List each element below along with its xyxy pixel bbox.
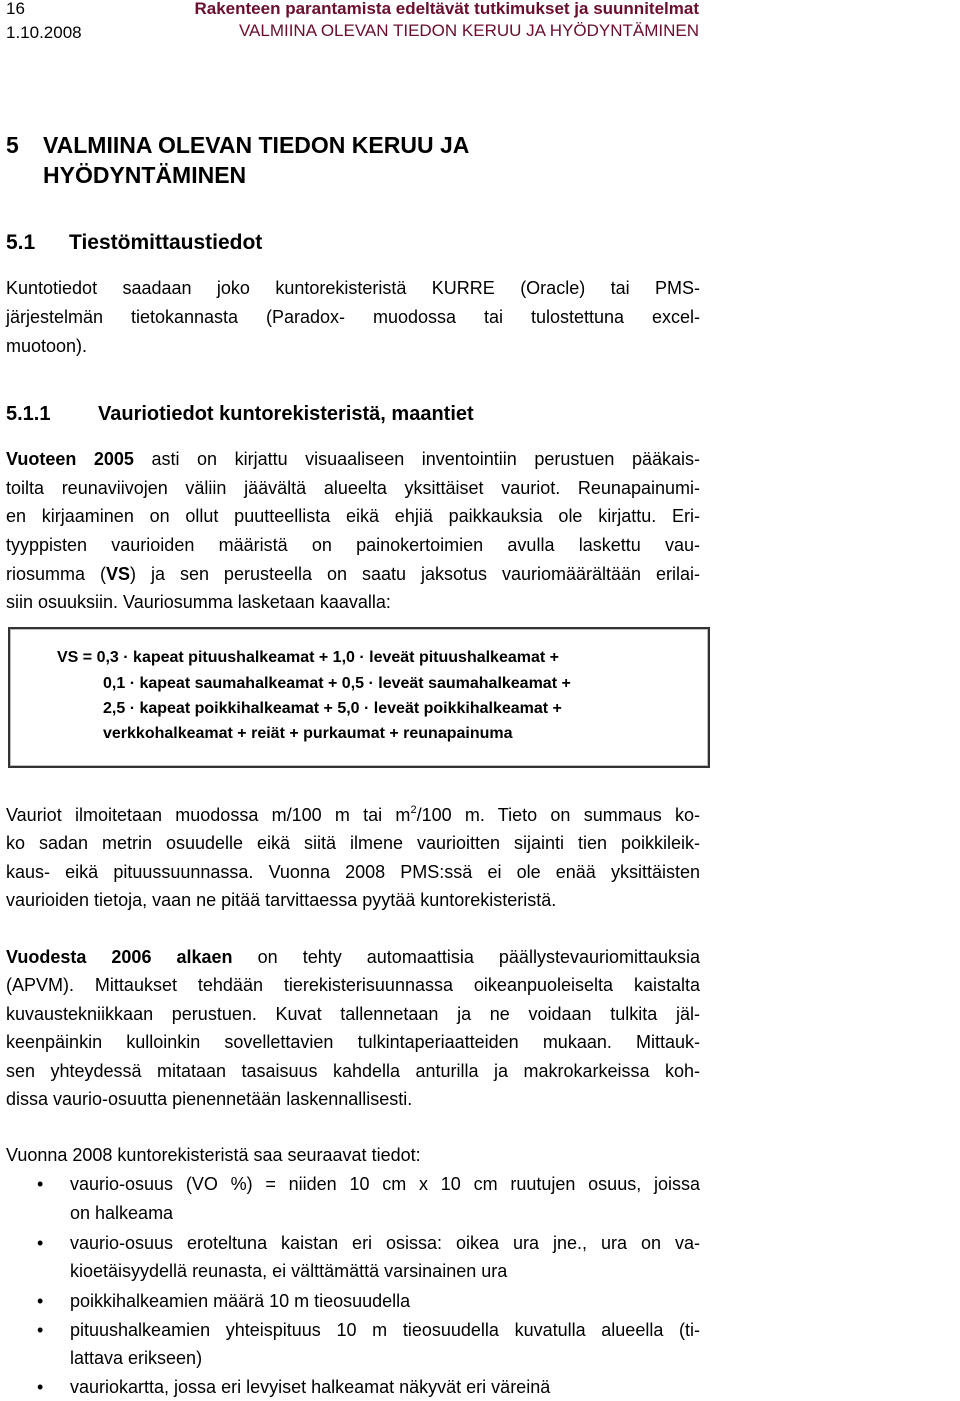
subsection-heading: [6, 229, 262, 257]
text-run: Vauriot ilmoitetaan muodossa m/100 m tai m: [6, 805, 411, 825]
bold-phrase: Vuodesta 2006 alkaen: [6, 947, 233, 967]
formula-box: [8, 627, 710, 768]
header-title: Rakenteen parantamista edeltävät tutkimukset ja suunnitelmat: [194, 0, 699, 18]
page-number: 16: [6, 0, 25, 18]
paragraph-line: Kuntotiedot saadaan joko kuntorekisteristä KURRE (Oracle) tai PMS-: [6, 278, 700, 298]
paragraph-line: keenpäinkin kulloinkin sovellettavien tulkintaperiaatteiden mukaan. Mittauk-: [6, 1032, 700, 1052]
list-item-line: vauriokartta, jossa eri levyiset halkeamat näkyvät eri väreinä: [70, 1377, 551, 1397]
paragraph-line: tyyppisten vaurioiden määristä on painokertoimien avulla laskettu vau-: [6, 535, 700, 555]
section-title-line1: VALMIINA OLEVAN TIEDON KERUU JA: [43, 132, 470, 158]
text-run: asti on kirjattu visuaaliseen inventointiin perustuen pääkais-: [133, 449, 700, 469]
paragraph-line: siin osuuksiin. Vauriosumma lasketaan kaavalla:: [6, 592, 391, 612]
paragraph-line: [6, 801, 700, 829]
paragraph-line: kaus- eikä pituussuunnassa. Vuonna 2008 PMS:ssä ei ole enää yksittäisten: [6, 862, 700, 882]
paragraph-line: muotoon).: [6, 336, 88, 356]
subsection-number: 5.1: [6, 231, 36, 254]
paragraph-line: dissa vaurio-osuutta pienennetään laskennallisesti.: [6, 1089, 413, 1109]
paragraph-line: (APVM). Mittaukset tehdään tierekisterisuunnassa oikeanpuoleiselta kaistalta: [6, 975, 700, 995]
text-run: /100 m. Tieto on summaus ko-: [416, 805, 701, 825]
superscript: 2: [410, 804, 417, 816]
list-item-line: pituushalkeamien yhteispituus 10 m tieosuudella kuvatulla alueella (ti-: [70, 1320, 700, 1340]
paragraph-line: ko sadan metrin osuudelle eikä siitä ilmene vaurioitten sijainti tien poikkileik-: [6, 833, 700, 853]
paragraph-line: toilta reunaviivojen väliin jäävältä alueelta yksittäiset vauriot. Reunapainumi-: [6, 478, 700, 498]
formula-line: VS = 0,3 · kapeat pituushalkeamat + 1,0 · leveät pituushalkeamat +: [57, 649, 559, 666]
formula-line: 0,1 · kapeat saumahalkeamat + 0,5 · leveät saumahalkeamat +: [103, 675, 571, 692]
bullet-icon: •: [37, 1377, 44, 1397]
paragraph-line: [6, 445, 700, 473]
subsubsection-title: Vauriotiedot kuntorekisteristä, maantiet: [98, 403, 474, 425]
bold-phrase: VS: [105, 564, 130, 584]
paragraph-line: kuvaustekniikkaan perustuen. Kuvat tallennetaan ja ne voidaan tulkita jäl-: [6, 1004, 700, 1024]
paragraph-line: Vuonna 2008 kuntorekisteristä saa seuraavat tiedot:: [6, 1145, 421, 1165]
bullet-icon: •: [37, 1174, 44, 1194]
bold-phrase: Vuoteen 2005: [6, 449, 134, 469]
list-item-line: kioetäisyydellä reunasta, ei välttämättä varsinainen ura: [70, 1261, 508, 1281]
list-item-line: vaurio-osuus (VO %) = niiden 10 cm x 10 cm ruutujen osuus, joissa: [70, 1174, 700, 1194]
paragraph-line: [6, 943, 700, 971]
subsubsection-number: 5.1.1: [6, 403, 51, 425]
bullet-icon: •: [37, 1233, 44, 1253]
header-subtitle: VALMIINA OLEVAN TIEDON KERUU JA HYÖDYNTÄMINEN: [238, 21, 699, 40]
header-date: 1.10.2008: [6, 23, 82, 42]
section-title-line2: HYÖDYNTÄMINEN: [43, 162, 247, 188]
subsection-title: Tiestömittaustiedot: [69, 231, 263, 254]
paragraph-line: järjestelmän tietokannasta (Paradox- muodossa tai tulostettuna excel-: [6, 307, 700, 327]
paragraph-line: [6, 560, 700, 588]
text-run: on tehty automaattisia päällystevauriomittauksia: [232, 947, 701, 967]
list-item-line: on halkeama: [70, 1203, 174, 1223]
list-item-line: vaurio-osuus eroteltuna kaistan eri osissa: oikea ura jne., ura on va-: [70, 1233, 700, 1253]
bullet-icon: •: [37, 1291, 44, 1311]
paragraph-line: sen yhteydessä mitataan tasaisuus kahdella anturilla ja makrokarkeissa koh-: [6, 1061, 700, 1081]
paragraph-line: en kirjaaminen on ollut puutteellista eikä ehjiä paikkauksia ole kirjattu. Eri-: [6, 506, 700, 526]
text-run: riosumma (: [6, 564, 106, 584]
section-number: 5: [6, 132, 19, 158]
text-run: ) ja sen perusteella on saatu jaksotus vauriomäärältään erilai-: [130, 564, 700, 584]
bullet-icon: •: [37, 1320, 44, 1340]
formula-line: verkkohalkeamat + reiät + purkaumat + reunapainuma: [103, 725, 513, 742]
section-heading: [6, 130, 469, 160]
subsubsection-heading: [6, 400, 474, 428]
list-item-line: lattava erikseen): [70, 1348, 203, 1368]
list-item-line: poikkihalkeamien määrä 10 m tieosuudella: [70, 1291, 411, 1311]
formula-line: 2,5 · kapeat poikkihalkeamat + 5,0 · leveät poikkihalkeamat +: [103, 700, 562, 717]
paragraph-line: vaurioiden tietoja, vaan ne pitää tarvittaessa pyytää kuntorekisteristä.: [6, 890, 557, 910]
